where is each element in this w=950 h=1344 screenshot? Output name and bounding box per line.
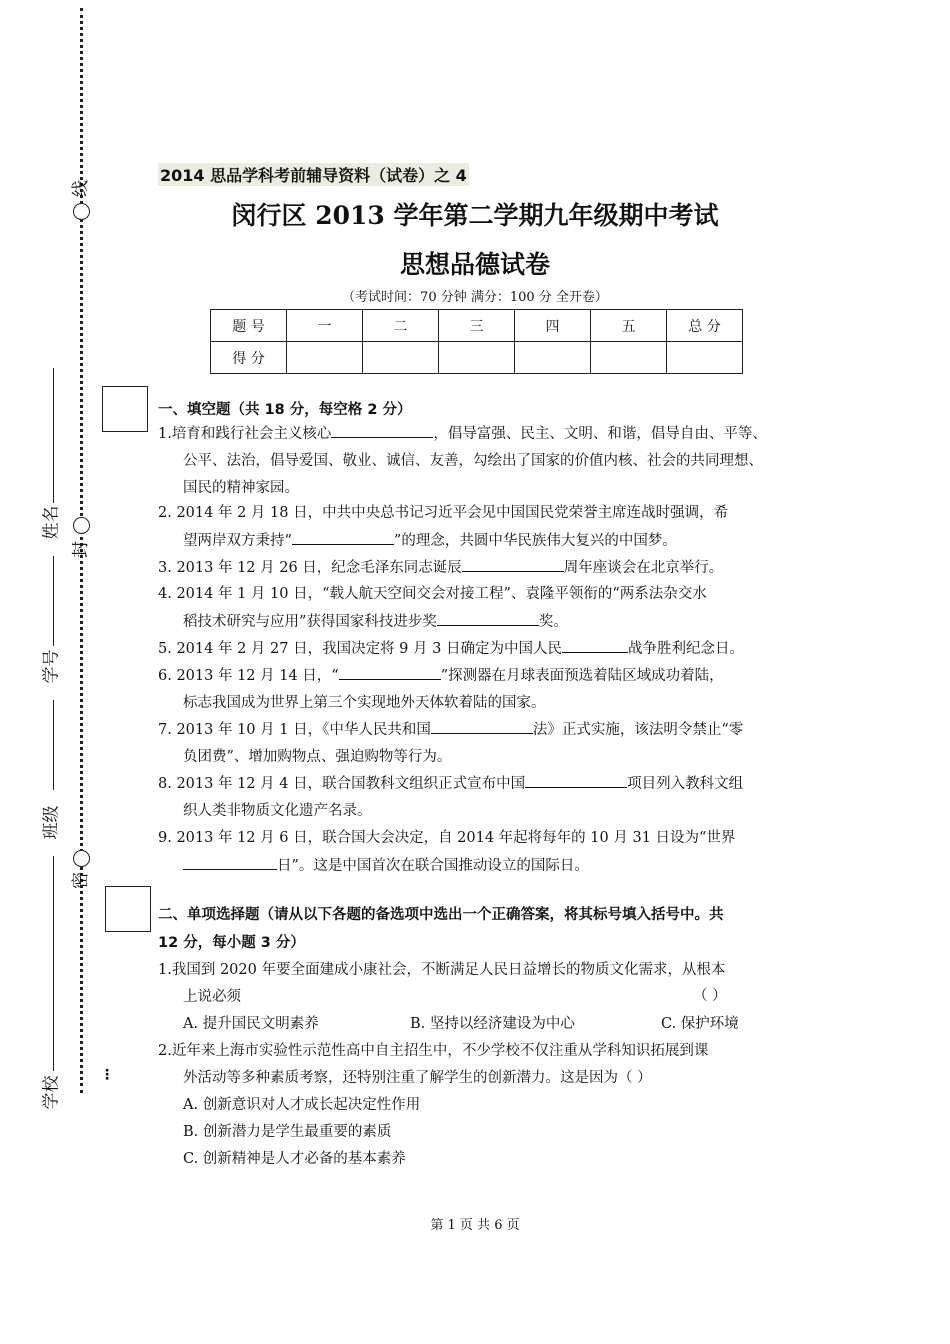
exam-info: （考试时间：70 分钟 满分：100 分 全开卷）	[342, 290, 608, 305]
score-cell[interactable]	[591, 342, 667, 374]
question-text: 3. 2013 年 12 月 26 日，纪念毛泽东同志诞辰	[158, 560, 462, 576]
section1-score-box[interactable]	[102, 386, 148, 432]
answer-blank[interactable]	[331, 420, 433, 438]
binding-circle	[73, 517, 90, 534]
question-text: 1.我国到 2020 年要全面建成小康社会，不断满足人民日益增长的物质文化需求，从根本	[158, 962, 726, 978]
question-5	[158, 635, 744, 663]
question-1	[158, 420, 767, 502]
name-line-2	[53, 556, 54, 646]
score-header-cell: 五	[591, 310, 667, 342]
school-label: 学校	[41, 1075, 62, 1110]
question-text: 2.近年来上海市实验性示范性高中自主招生中，不少学校不仅注重从学科知识拓展到课	[158, 1043, 709, 1059]
answer-blank[interactable]	[462, 554, 564, 572]
score-header-cell: 总 分	[667, 310, 743, 342]
margin-xian: 线	[71, 180, 91, 197]
question-6	[158, 662, 724, 717]
question-text: 稻技术研究与应用”获得国家科技进步奖	[183, 614, 437, 630]
section2-score-box[interactable]	[105, 886, 151, 932]
kicker-title: 2014 思品学科考前辅导资料（试卷）之 4	[158, 163, 469, 186]
margin-feng: 封	[71, 541, 91, 558]
option-c: C. 创新精神是人才必备的基本素养	[183, 1151, 406, 1167]
class-label: 班级	[41, 805, 62, 840]
question-text: 9. 2013 年 12 月 6 日，联合国大会决定，自 2014 年起将每年的 10 月 31 日设为“世界	[158, 830, 736, 846]
question-3	[158, 554, 723, 582]
section1-heading: 一、填空题（共 18 分，每空格 2 分）	[158, 402, 412, 418]
name-line	[53, 368, 54, 503]
option-b: B. 坚持以经济建设为中心	[410, 1016, 575, 1032]
question-text: 标志我国成为世界上第三个实现地外天体软着陆的国家。	[183, 695, 546, 711]
section2-heading-line2: 12 分，每小题 3 分）	[158, 935, 305, 951]
option-a: A. 提升国民文明素养	[183, 1016, 319, 1032]
choice-question-2	[158, 1038, 708, 1173]
option-a: A. 创新意识对人才成长起决定性作用	[183, 1097, 421, 1113]
score-cell[interactable]	[667, 342, 743, 374]
answer-blank[interactable]	[525, 770, 627, 788]
question-text: ”探测器在月球表面预选着陆区域成功着陆，	[440, 668, 724, 684]
answer-blank[interactable]	[562, 635, 628, 653]
score-table	[210, 309, 743, 374]
score-header-cell: 三	[439, 310, 515, 342]
question-text: 周年座谈会在北京举行。	[563, 560, 724, 576]
score-cell[interactable]	[439, 342, 515, 374]
question-text: 法》正式实施，该法明令禁止“零	[532, 722, 744, 738]
question-text: 4. 2014 年 1 月 10 日，“载人航天空间交会对接工程”、袁隆平领衔的“两系法杂交水	[158, 586, 707, 602]
question-text: 公平、法治，倡导爱国、敬业、诚信、友善，勾绘出了国家的价值内核、社会的共同理想、	[183, 453, 763, 469]
score-header-cell: 二	[363, 310, 439, 342]
question-7	[158, 716, 743, 771]
score-header-cell: 一	[287, 310, 363, 342]
question-2	[158, 500, 728, 555]
score-cell[interactable]	[287, 342, 363, 374]
question-4	[158, 581, 707, 636]
question-text: 望两岸双方秉持“	[183, 533, 292, 549]
margin-mi: 密	[71, 872, 91, 889]
class-line	[53, 856, 54, 1071]
margin-dots: ⋮	[100, 1067, 114, 1083]
question-text: 项目列入教科文组	[627, 776, 744, 792]
question-text: 2. 2014 年 2 月 18 日，中共中央总书记习近平会见中国国民党荣誉主席连战时强调，希	[158, 505, 729, 521]
question-text: 5. 2014 年 2 月 27 日，我国决定将 9 月 3 日确定为中国人民	[158, 641, 562, 657]
question-text: 上说必须	[183, 989, 241, 1005]
score-header-cell: 四	[515, 310, 591, 342]
score-table-header-row	[211, 310, 743, 342]
question-text: 8. 2013 年 12 月 4 日，联合国教科文组织正式宣布中国	[158, 776, 526, 792]
score-table-score-row	[211, 342, 743, 374]
exam-title: 闵行区 2013 学年第二学期九年级期中考试	[231, 201, 719, 230]
score-cell[interactable]	[363, 342, 439, 374]
answer-blank[interactable]	[339, 662, 441, 680]
answer-blank[interactable]	[431, 716, 533, 734]
exam-subject: 思想品德试卷	[399, 250, 550, 279]
question-8	[158, 770, 743, 825]
answer-blank[interactable]	[292, 527, 394, 545]
option-c: C. 保护环境	[661, 1016, 739, 1032]
answer-blank[interactable]	[183, 852, 277, 870]
choice-question-1	[158, 957, 739, 1038]
question-text: 1.培育和践行社会主义核心	[158, 426, 332, 442]
score-row-label: 得 分	[211, 342, 287, 374]
option-b: B. 创新潜力是学生最重要的素质	[183, 1124, 392, 1140]
binding-circle	[73, 850, 90, 867]
question-text: 奖。	[538, 614, 568, 630]
score-header-cell: 题 号	[211, 310, 287, 342]
question-text: 国民的精神家园。	[183, 480, 299, 496]
question-text: ”的理念，共圆中华民族伟大复兴的中国梦。	[393, 533, 677, 549]
question-text: 战争胜利纪念日。	[627, 641, 744, 657]
question-text: 织人类非物质文化遗产名录。	[183, 803, 372, 819]
score-cell[interactable]	[515, 342, 591, 374]
question-9	[158, 825, 735, 880]
student-id-label: 学号	[41, 649, 62, 684]
question-text: 7. 2013 年 10 月 1 日，《中华人民共和国	[158, 722, 431, 738]
question-text: 外活动等多种素质考察，还特别注重了解学生的创新潜力。这是因为（ ）	[183, 1070, 652, 1086]
answer-parentheses[interactable]: （ ）	[693, 988, 727, 1004]
id-line	[53, 700, 54, 790]
name-label: 姓名	[41, 505, 62, 540]
question-text: 6. 2013 年 12 月 14 日，“	[158, 668, 339, 684]
question-text: 日”。这是中国首次在联合国推动设立的国际日。	[277, 858, 589, 874]
section2-heading-line1: 二、单项选择题（请从以下各题的备选项中选出一个正确答案，将其标号填入括号中。共	[158, 907, 724, 923]
question-text: ，倡导富强、民主、文明、和谐，倡导自由、平等、	[433, 426, 767, 442]
page-footer: 第 1 页 共 6 页	[430, 1218, 520, 1233]
answer-blank[interactable]	[437, 608, 539, 626]
question-text: 负团费”、增加购物点、强迫购物等行为。	[183, 749, 452, 765]
